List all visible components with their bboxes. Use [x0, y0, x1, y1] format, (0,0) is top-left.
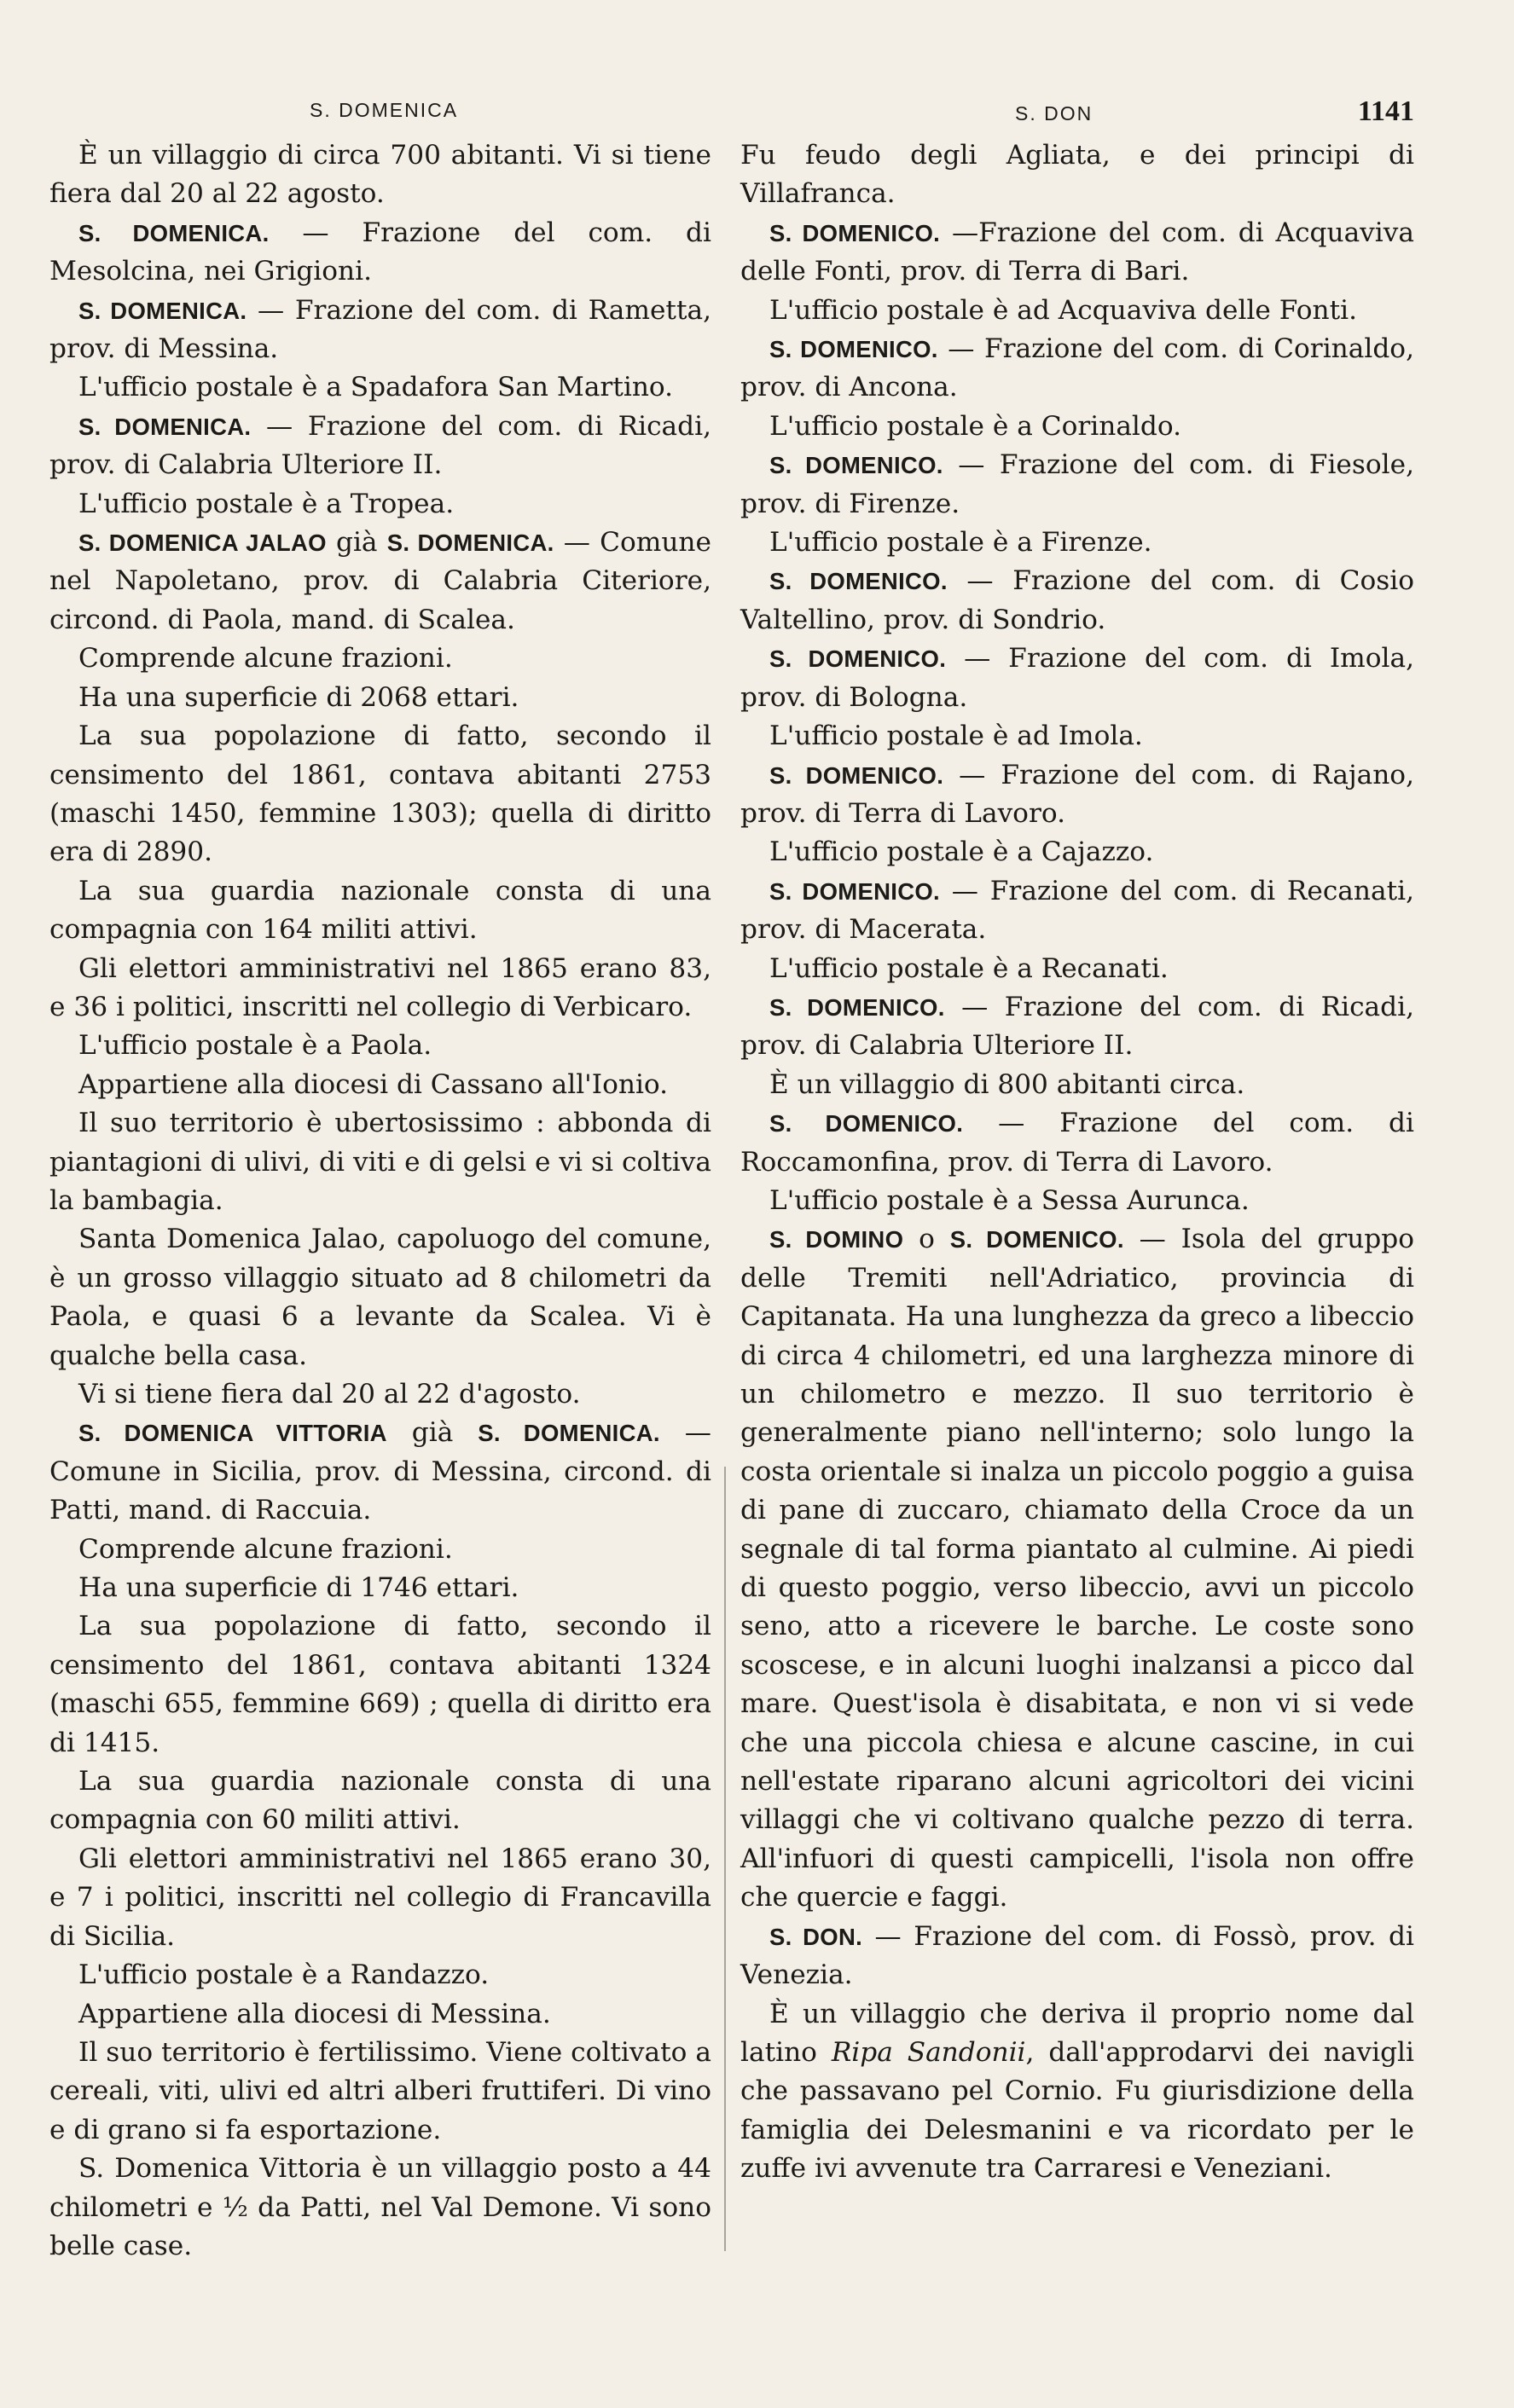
entry-text: L'ufficio postale è a Recanati.: [769, 952, 1169, 984]
entry-text: Gli elettori amministrativi nel 1865 erano 30, e 7 i politici, inscritti nel collegio di Francavilla di Sicilia.: [49, 1843, 711, 1952]
paragraph: [49, 1840, 711, 1956]
entry-heading: S. DOMENICA.: [78, 413, 252, 440]
paragraph: [49, 2034, 711, 2150]
entry-heading: S. DOMENICO.: [769, 1110, 964, 1137]
entry-connector: già: [326, 527, 387, 559]
entry-text: La sua guardia nazionale consta di una compagnia con 60 militi attivi.: [49, 1766, 711, 1836]
paragraph: [49, 1066, 711, 1104]
paragraph: [740, 988, 1414, 1066]
entry-text: Il suo territorio è fertilissimo. Viene coltivato a cereali, viti, ulivi ed altri alberi fruttiferi. Di vino e di grano si fa esportazione.: [49, 2036, 711, 2145]
entry-text: L'ufficio postale è a Tropea.: [78, 488, 455, 519]
paragraph: [49, 214, 711, 292]
entry-text: — Frazione del com. di Ricadi, prov. di Calabria Ulteriore II.: [49, 410, 711, 481]
paragraph: [49, 950, 711, 1027]
entry-heading: S. DOMENICO.: [769, 336, 938, 363]
paragraph: [49, 485, 711, 524]
entry-text: — Frazione del com. di Fossò, prov. di Venezia.: [740, 1920, 1414, 1991]
entry-text: Ha una superficie di 2068 ettari.: [78, 681, 519, 713]
paragraph: [740, 330, 1414, 408]
entry-heading: S. DOMENICO.: [769, 219, 941, 246]
entry-heading: S. DOMINO: [769, 1226, 904, 1253]
entry-text: Comprende alcune frazioni.: [78, 643, 453, 674]
entry-heading: S. DOMENICA.: [78, 297, 247, 324]
entry-text: È un villaggio di circa 700 abitanti. Vi si tiene fiera dal 20 al 22 agosto.: [49, 140, 711, 210]
entry-text: — Frazione del com. di Rametta, prov. di Messina.: [49, 294, 711, 365]
paragraph: [740, 833, 1414, 871]
right-text-column: [740, 136, 1414, 2189]
entry-text: —Frazione del com. di Acquaviva delle Fonti, prov. di Terra di Bari.: [740, 217, 1414, 287]
entry-heading: S. DOMENICO.: [769, 452, 943, 479]
paragraph: [740, 292, 1414, 330]
right-running-head: S. DON: [1015, 102, 1093, 124]
paragraph: [49, 1375, 711, 1414]
paragraph: [49, 1104, 711, 1220]
right-page-header: [740, 96, 1414, 138]
paragraph: [49, 1414, 711, 1530]
paragraph: [49, 1531, 711, 1569]
paragraph: [49, 640, 711, 678]
entry-text: L'ufficio postale è a Corinaldo.: [769, 410, 1182, 442]
entry-text: La sua popolazione di fatto, secondo il censimento del 1861, contava abitanti 2753 (maschi 1450, femmine 1303); quella di diritto era di 2890.: [49, 721, 711, 868]
page-number: 1141: [1357, 96, 1414, 127]
paragraph: [740, 640, 1414, 717]
entry-heading: S. DOMENICO.: [769, 761, 944, 789]
paragraph: [740, 1066, 1414, 1104]
entry-text: — Frazione del com. di Recanati, prov. di Macerata.: [740, 875, 1414, 946]
entry-text: — Frazione del com. di Roccamonfina, prov. di Terra di Lavoro.: [740, 1108, 1414, 1178]
entry-heading-alt: S. DOMENICA.: [478, 1420, 660, 1447]
entry-heading: S. DOMENICO.: [769, 645, 947, 673]
paragraph: [740, 136, 1414, 214]
entry-text: Fu feudo degli Agliata, e dei principi di Villafranca.: [740, 140, 1414, 210]
entry-text: Il suo territorio è ubertosissimo : abbonda di piantagioni di ulivi, di viti e di gelsi e vi si coltiva la bambagia.: [49, 1108, 711, 1216]
paragraph: [49, 872, 711, 950]
column-divider: [724, 1467, 726, 2251]
paragraph: [49, 136, 711, 214]
paragraph: [49, 1027, 711, 1065]
entry-heading: S. DOMENICO.: [769, 568, 948, 595]
entry-text: Santa Domenica Jalao, capoluogo del comune, è un grosso villaggio situato ad 8 chilometri da Paola, e quasi 6 a levante da Scalea. Vi è qualche bella casa.: [49, 1224, 711, 1371]
entry-text: Ha una superficie di 1746 ettari.: [78, 1572, 519, 1604]
entry-text: Appartiene alla diocesi di Messina.: [78, 1998, 551, 2029]
paragraph: [49, 1763, 711, 1840]
entry-heading: S. DOMENICA VITTORIA: [78, 1420, 387, 1447]
paragraph: [740, 408, 1414, 446]
entry-text: L'ufficio postale è a Spadafora San Martino.: [78, 372, 674, 403]
paragraph: [49, 717, 711, 872]
entry-text: Vi si tiene fiera dal 20 al 22 d'agosto.: [78, 1379, 581, 1409]
left-text-column: [49, 136, 711, 2266]
entry-text: — Frazione del com. di Cosio Valtellino, prov. di Sondrio.: [740, 565, 1414, 635]
entry-text: — Comune nel Napoletano, prov. di Calabria Citeriore, circond. di Paola, mand. di Scalea.: [49, 527, 711, 635]
entry-text: — Frazione del com. di Ricadi, prov. di Calabria Ulteriore II.: [740, 991, 1414, 1062]
entry-text: L'ufficio postale è a Sessa Aurunca.: [769, 1184, 1250, 1216]
entry-heading-alt: S. DOMENICA.: [386, 530, 554, 557]
entry-text: L'ufficio postale è ad Acquaviva delle Fonti.: [769, 294, 1358, 326]
entry-text: Comprende alcune frazioni.: [78, 1533, 453, 1565]
entry-text: La sua popolazione di fatto, secondo il censimento del 1861, contava abitanti 1324 (maschi 655, femmine 669) ; quella di diritto era di 1415.: [49, 1611, 711, 1758]
entry-text: È un villaggio che deriva il proprio nome dal latino: [740, 1998, 1414, 2068]
entry-text: Appartiene alla diocesi di Cassano all'Ionio.: [78, 1068, 669, 1100]
paragraph: [740, 1995, 1414, 2189]
paragraph: [49, 2150, 711, 2266]
paragraph: [740, 214, 1414, 292]
entry-text: — Frazione del com. di Corinaldo, prov. di Ancona.: [740, 333, 1414, 403]
entry-text: L'ufficio postale è a Paola.: [78, 1030, 432, 1062]
paragraph: [49, 1995, 711, 2034]
paragraph: [49, 292, 711, 369]
paragraph: [740, 1220, 1414, 1917]
entry-text: La sua guardia nazionale consta di una compagnia con 164 militi attivi.: [49, 875, 711, 946]
paragraph: [740, 872, 1414, 950]
entry-connector: o: [903, 1224, 950, 1255]
entry-text-italic: Ripa Sandonii: [831, 2036, 1026, 2068]
entry-text: — Frazione del com. di Mesolcina, nei Grigioni.: [49, 217, 711, 287]
paragraph: [740, 446, 1414, 524]
entry-heading: S. DOMENICO.: [769, 993, 945, 1021]
entry-text: È un villaggio di 800 abitanti circa.: [769, 1068, 1245, 1100]
entry-text: , dall'approdarvi dei navigli che passavano pel Cornio. Fu giurisdizione della famiglia dei Delesmanini e va ricordato per le zuffe ivi avvenute tra Carraresi e Veneziani.: [740, 2036, 1414, 2185]
entry-text: L'ufficio postale è a Randazzo.: [78, 1959, 490, 1991]
entry-text: L'ufficio postale è ad Imola.: [769, 721, 1143, 752]
paragraph: [740, 756, 1414, 834]
entry-heading: S. DOMENICA.: [78, 219, 270, 246]
paragraph: [49, 408, 711, 485]
entry-text: L'ufficio postale è a Cajazzo.: [769, 836, 1154, 868]
entry-heading: S. DOMENICO.: [769, 877, 940, 905]
paragraph: [740, 1104, 1414, 1182]
left-page-header: [49, 96, 711, 138]
entry-text: — Comune in Sicilia, prov. di Messina, circond. di Patti, mand. di Raccuia.: [49, 1417, 711, 1526]
entry-text: — Frazione del com. di Fiesole, prov. di Firenze.: [740, 449, 1414, 519]
entry-text: — Frazione del com. di Imola, prov. di Bologna.: [740, 643, 1414, 713]
entry-text: — Frazione del com. di Rajano, prov. di Terra di Lavoro.: [740, 759, 1414, 829]
paragraph: [740, 1182, 1414, 1220]
paragraph: [740, 950, 1414, 988]
entry-heading-alt: S. DOMENICO.: [949, 1226, 1124, 1253]
paragraph: [49, 524, 711, 640]
paragraph: [49, 1607, 711, 1763]
paragraph: [740, 717, 1414, 755]
paragraph: [49, 679, 711, 717]
paragraph: [740, 562, 1414, 640]
entry-text: L'ufficio postale è a Firenze.: [769, 527, 1152, 559]
entry-connector: già: [386, 1417, 479, 1449]
paragraph: [740, 524, 1414, 562]
entry-text: — Isola del gruppo delle Tremiti nell'Adriatico, provincia di Capitanata. Ha una lunghezza da greco a libeccio di circa 4 chilometri, ed una larghezza minore di un chilometro e mezzo. Il suo territorio è generalmente piano nell'interno; solo lungo la costa orientale si inalza un piccolo poggio a guisa di pane di zuccaro, chiamato della Croce da un segnale di tal forma piantato al culmine. Ai piedi di questo poggio, verso libeccio, avvi un piccolo seno, atto a ricevere le barche. Le coste sono scoscese, e in alcuni luoghi inalzansi a picco dal mare. Quest'isola è disabitata, e non vi si vede che una piccola chiesa e alcune cascine, in cui nell'estate riparano alcuni agricoltori dei vicini villaggi che vi coltivano qualche pezzo di terra. All'infuori di questi campicelli, l'isola non offre che quercie e faggi.: [740, 1224, 1414, 1913]
paragraph: [49, 1220, 711, 1375]
paragraph: [49, 368, 711, 407]
paragraph: [740, 1918, 1414, 1995]
paragraph: [49, 1569, 711, 1607]
entry-text: S. Domenica Vittoria è un villaggio posto a 44 chilometri e ½ da Patti, nel Val Demone. Vi sono belle case.: [49, 2153, 711, 2261]
entry-heading: S. DOMENICA JALAO: [78, 530, 327, 557]
paragraph: [49, 1956, 711, 1994]
left-running-head: S. DOMENICA: [310, 99, 459, 121]
entry-text: Gli elettori amministrativi nel 1865 erano 83, e 36 i politici, inscritti nel collegio di Verbicaro.: [49, 952, 711, 1022]
entry-heading: S. DON.: [769, 1923, 863, 1950]
